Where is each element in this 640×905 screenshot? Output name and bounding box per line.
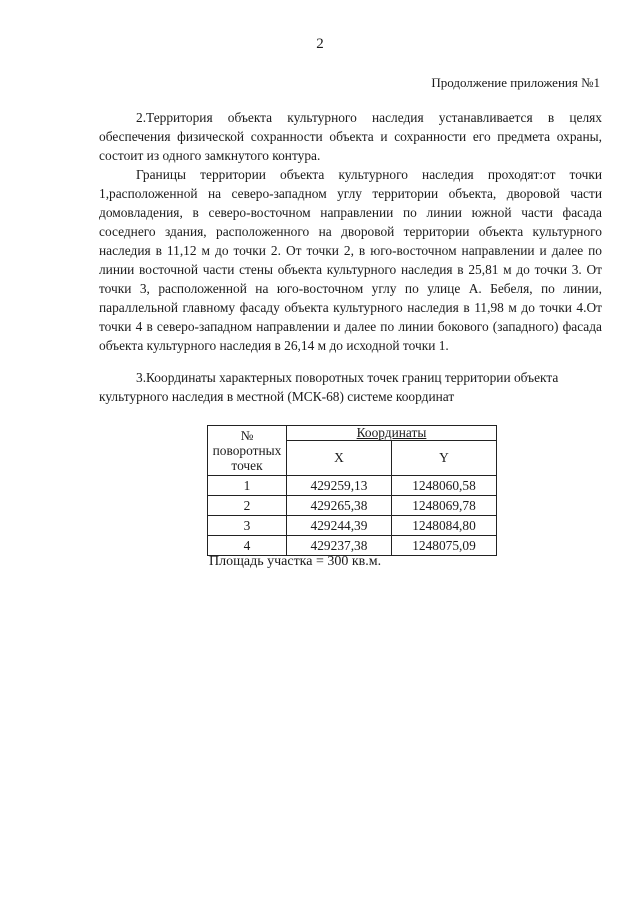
header-coordinates: Координаты: [287, 426, 497, 441]
point-number: 4: [208, 536, 287, 556]
x-value: 429237,38: [287, 536, 392, 556]
y-value: 1248075,09: [392, 536, 497, 556]
x-value: 429265,38: [287, 496, 392, 516]
x-value: 429259,13: [287, 476, 392, 496]
y-value: 1248084,80: [392, 516, 497, 536]
page-number: 2: [316, 36, 324, 52]
coordinates-table: [207, 425, 497, 556]
y-value: 1248060,58: [392, 476, 497, 496]
area-note: Площадь участка = 300 кв.м.: [209, 554, 382, 569]
header-x: X: [287, 441, 392, 476]
section-3-heading: 3.Координаты характерных поворотных точек границ территории объекта культурного наследия в местной (МСК-68) системе координат: [99, 370, 559, 404]
table-row: [208, 536, 497, 556]
point-number: 3: [208, 516, 287, 536]
section-3: [99, 368, 602, 406]
point-number: 2: [208, 496, 287, 516]
table-row: [208, 476, 497, 496]
section-2-intro: 2.Территория объекта культурного наследия устанавливается в целях обеспечения физической сохранности объекта и сохранности его предмета охраны, состоит из одного замкнутого контура.: [99, 110, 602, 163]
table-row: [208, 496, 497, 516]
y-value: 1248069,78: [392, 496, 497, 516]
header-y: Y: [392, 441, 497, 476]
table-row: [208, 516, 497, 536]
point-number: 1: [208, 476, 287, 496]
appendix-note: Продолжение приложения №1: [431, 75, 600, 90]
x-value: 429244,39: [287, 516, 392, 536]
boundary-description: Границы территории объекта культурного наследия проходят:от точки 1,расположенной на северо-западном углу территории объекта, дворовой части домовладения, в северо-восточном направлении по линии южной части фасада соседнего здания, расположенного на дворовой территории объекта культурного наследия в 11,12 м до точки 2. От точки 2, в юго-восточном направлении и далее по линии восточной части стены объекта культурного наследия в 25,81 м до точки 3. От точки 3, расположенной на юго-восточном углу по улице А. Бебеля, по линии, параллельной главному фасаду объекта культурного наследия в 11,98 м до точки 4.От точки 4 в северо-западном направлении и далее по линии бокового (западного) фасада объекта культурного наследия в 26,14 м до исходной точки 1.: [99, 167, 602, 353]
header-point-number: № поворотных точек: [208, 426, 287, 476]
section-2: [99, 108, 602, 355]
